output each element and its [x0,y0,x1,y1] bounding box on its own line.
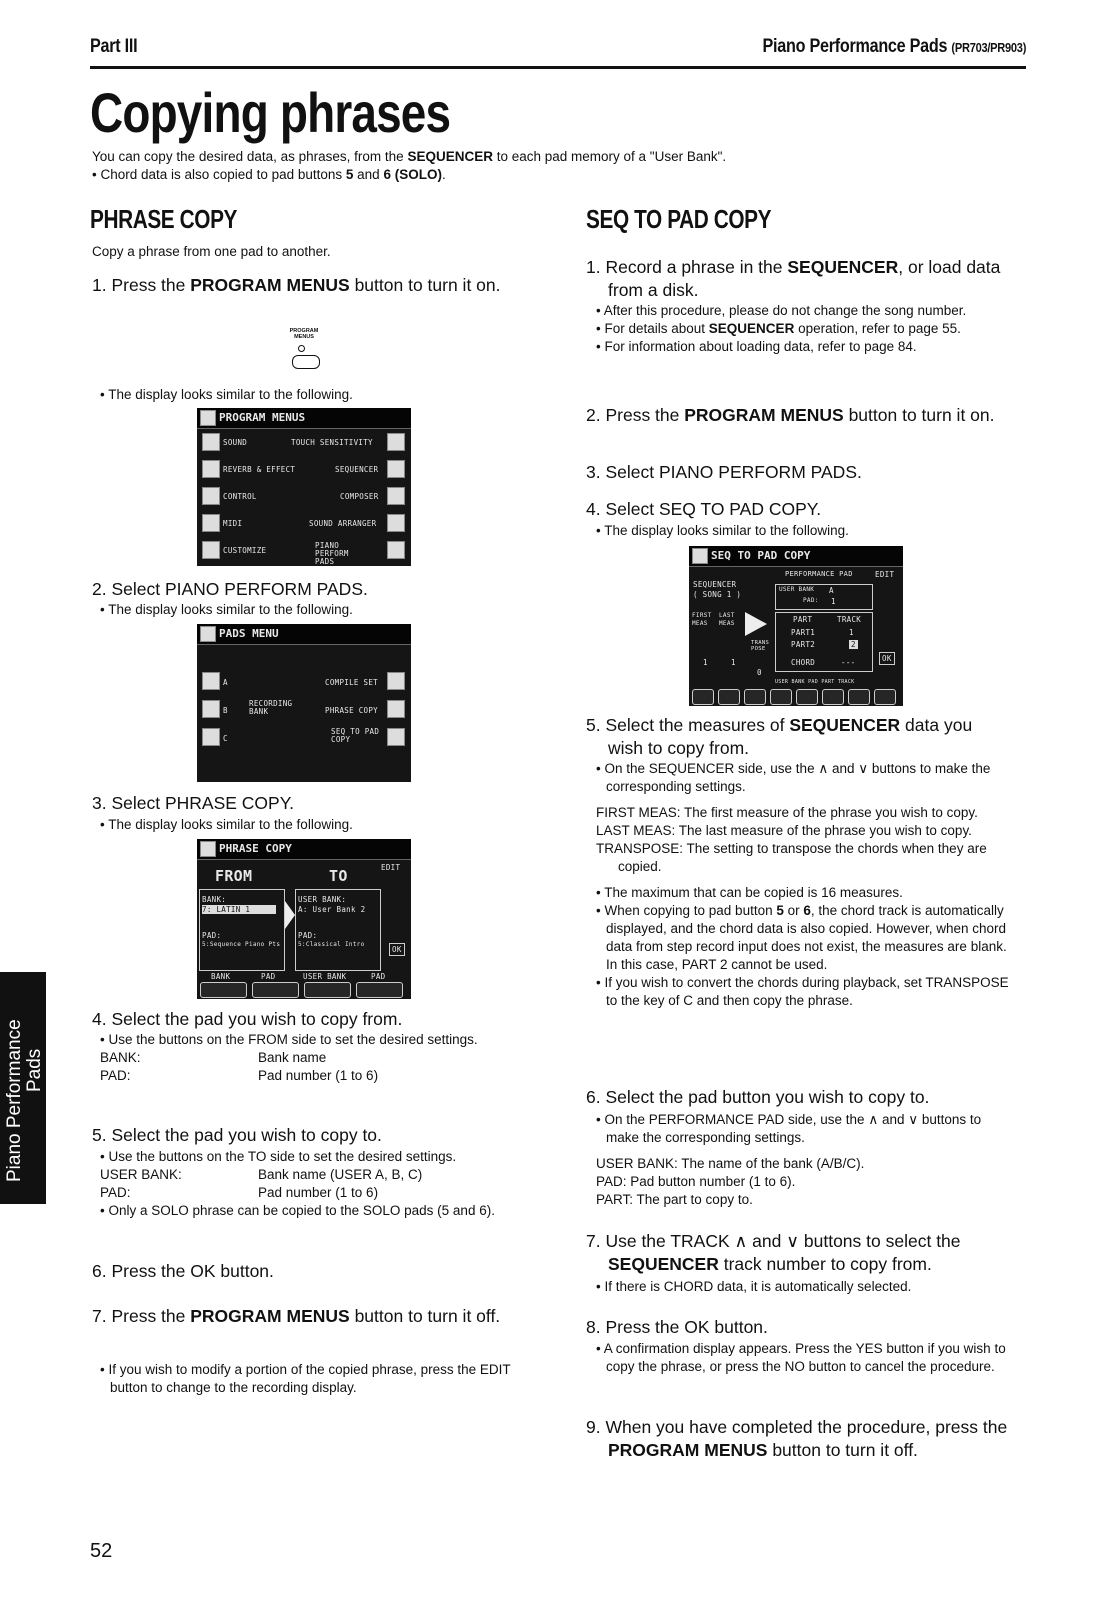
phrase-step-4: 4. Select the pad you wish to copy from. [92,1009,403,1029]
led-indicator-icon [298,345,305,352]
phrase-step-5-notes: • Use the buttons on the TO side to set the desired settings. USER BANK: Bank name (USER A, B, C) PAD: Pad number (1 to 6) • Only a SOLO phrase can be copied to the SOLO pads (5 and 6). [100,1148,520,1220]
bank-c-icon[interactable] [202,728,220,746]
user-bank-selector-button[interactable] [304,982,351,998]
phrase-step-4-note: • Use the buttons on the FROM side to set the desired settings. BANK: Bank name PAD: Pad number (1 to 6) [100,1031,520,1085]
display-icon [692,548,708,564]
part-label: Part III [90,36,138,57]
lcd-title: PHRASE COPY [197,839,411,860]
last-meas-button[interactable] [718,689,740,705]
phrase-copy-icon[interactable] [387,700,405,718]
phrase-copy-desc: Copy a phrase from one pad to another. [92,244,331,259]
seq-step-6-notes: • On the PERFORMANCE PAD side, use the ∧ and ∨ buttons to make the corresponding settings. USER BANK: The name of the bank (A/B/C). PAD: Pad button number (1 to 6). PART: The part to copy to. [596,1112,982,1207]
side-tab-line1: Piano Performance [4,1019,25,1182]
program-menus-button[interactable] [292,355,320,369]
phrase-step-3-note: • The display looks similar to the following. [100,817,353,832]
phrase-step-5: 5. Select the pad you wish to copy to. [92,1125,382,1145]
seq-step-2: 2. Press the PROGRAM MENUS button to turn it on. [586,405,995,425]
side-tab [0,972,46,1204]
seq-to-pad-icon[interactable] [387,728,405,746]
seq-step-3: 3. Select PIANO PERFORM PADS. [586,462,862,482]
phrase-step-2: 2. Select PIANO PERFORM PADS. [92,579,368,599]
customize-icon[interactable] [202,541,220,559]
phrase-step-1: 1. Press the PROGRAM MENUS button to turn it on. [92,275,501,295]
display-icon [200,841,216,857]
display-icon [200,626,216,642]
seq-step-9: 9. When you have completed the procedure, press the PROGRAM MENUS button to turn it off. [586,1417,1008,1460]
midi-icon[interactable] [202,514,220,532]
bank-b-icon[interactable] [202,700,220,718]
section-header [716,36,1026,58]
def-row: BANK: Bank name [100,1050,327,1065]
track-button[interactable] [848,689,870,705]
side-tab-line2: Pads [24,1048,45,1092]
user-bank-button[interactable] [770,689,792,705]
composer-icon[interactable] [387,487,405,505]
phrase-copy-heading: PHRASE COPY [90,204,238,234]
display-icon [200,410,216,426]
seq-step-8: 8. Press the OK button. [586,1317,768,1337]
lcd-phrase-copy: PHRASE COPY FROM TO EDIT BANK: 7: LATIN 1 USER BANK: A: User Bank 2 PAD: 5:Sequence Piano Pts PAD: 5:Classical Intro OK BANK PAD USER BANK PAD [197,839,411,999]
control-icon[interactable] [202,487,220,505]
lcd-seq-to-pad: SEQ TO PAD COPY PERFORMANCE PAD EDIT SEQUENCER ( SONG 1 ) USER BANK A PAD: 1 FIRST MEAS LAST MEAS PART TRACK PART1 1 PART2 2 CHORD --- TRANS POSE 1 1 0 OK USER BANK PAD PART TRACK [689,546,903,706]
seq-step-1: 1. Record a phrase in the SEQUENCER, or load data from a disk. [586,257,1001,300]
page-title: Copying phrases [90,81,451,144]
touch-icon[interactable] [387,433,405,451]
transpose-button[interactable] [744,689,766,705]
lcd-pads-menu: PADS MENU A B C RECORDING BANK COMPILE SET PHRASE COPY SEQ TO PAD COPY [197,624,411,782]
lcd-title: PADS MENU [197,624,411,645]
bank-selector-button[interactable] [200,982,247,998]
first-meas-down-button[interactable] [692,689,714,705]
seq-step-4-note: • The display looks similar to the following. [596,523,849,538]
intro-text: You can copy the desired data, as phrases, from the SEQUENCER to each pad memory of a "User Bank". • Chord data is also copied to pad buttons 5 and 6 (SOLO). [92,149,727,182]
seq-step-7-note: • If there is CHORD data, it is automatically selected. [596,1279,912,1294]
seq-step-8-note: • A confirmation display appears. Press the YES button if you wish to copy the phrase, or press the NO button to cancel the procedure. [596,1341,1006,1374]
compile-icon[interactable] [387,672,405,690]
pad-button[interactable] [796,689,818,705]
seq-step-6: 6. Select the pad button you wish to copy to. [586,1087,930,1107]
arrow-icon [745,612,767,636]
phrase-step-2-note: • The display looks similar to the following. [100,602,353,617]
pads-icon[interactable] [387,541,405,559]
seq-step-5: 5. Select the measures of SEQUENCER data you wish to copy from. [586,715,973,758]
seq-step-1-notes: • After this procedure, please do not change the song number. • For details about SEQUENCER operation, refer to page 55. • For information about loading data, refer to page 84. [596,303,967,354]
seq-to-pad-heading: SEQ TO PAD COPY [586,204,772,234]
phrase-step-1-note: • The display looks similar to the following. [100,387,353,402]
phrase-step-7: 7. Press the PROGRAM MENUS button to turn it off. [92,1306,501,1326]
phrase-step-6: 6. Press the OK button. [92,1261,274,1281]
lcd-program-menus: PROGRAM MENUS SOUND TOUCH SENSITIVITY REVERB & EFFECT SEQUENCER CONTROL COMPOSER MIDI SOUND ARRANGER CUSTOMIZE PIANO PERFORM PADS [197,408,411,566]
to-pad-selector-button[interactable] [356,982,403,998]
ok-button[interactable]: OK [879,652,895,665]
header-rule [90,66,1026,69]
track-down-button[interactable] [874,689,896,705]
lcd-title: PROGRAM MENUS [197,408,411,429]
bank-a-icon[interactable] [202,672,220,690]
arranger-icon[interactable] [387,514,405,532]
page-number: 52 [90,1540,113,1562]
pad-selector-button[interactable] [252,982,299,998]
phrase-step-3: 3. Select PHRASE COPY. [92,793,294,813]
section-title: Piano Performance Pads [762,36,948,57]
def-row: PAD: Pad number (1 to 6) [100,1068,379,1083]
def-row: PAD: Pad number (1 to 6) [100,1185,379,1200]
model-numbers: (PR703/PR903) [951,40,1026,55]
part-button[interactable] [822,689,844,705]
arrow-icon [285,901,295,929]
sound-icon[interactable] [202,433,220,451]
def-row: USER BANK: Bank name (USER A, B, C) [100,1167,423,1182]
program-menus-button-label: PROGRAM MENUS [289,328,319,340]
seq-step-4: 4. Select SEQ TO PAD COPY. [586,499,822,519]
seq-step-5-notes: • On the SEQUENCER side, use the ∧ and ∨ buttons to make the corresponding settings. FIRST MEAS: The first measure of the phrase you wish to copy. LAST MEAS: The last measure of the phrase you wish to copy. TRANSPOSE: The setting to transpose the chords when they are copied. • The maximum that can be copied is 16 measures. • When copying to pad button 5 or 6, the chord track is automatically displayed, and the chord data is also copied. However, when chord data from step record input does not exist, the measures are blank. In this case, PART 2 cannot be used. • If you wish to convert the chords during playback, set TRANSPOSE to the key of C and then copy the phrase. [596,761,1009,1008]
ok-button[interactable]: OK [389,943,405,956]
reverb-icon[interactable] [202,460,220,478]
phrase-step-7-note: • If you wish to modify a portion of the copied phrase, press the EDIT button to change to the recording display. [100,1362,511,1395]
seq-step-7: 7. Use the TRACK ∧ and ∨ buttons to select the SEQUENCER track number to copy from. [586,1231,961,1274]
lcd-title: SEQ TO PAD COPY [689,546,903,567]
sequencer-icon[interactable] [387,460,405,478]
